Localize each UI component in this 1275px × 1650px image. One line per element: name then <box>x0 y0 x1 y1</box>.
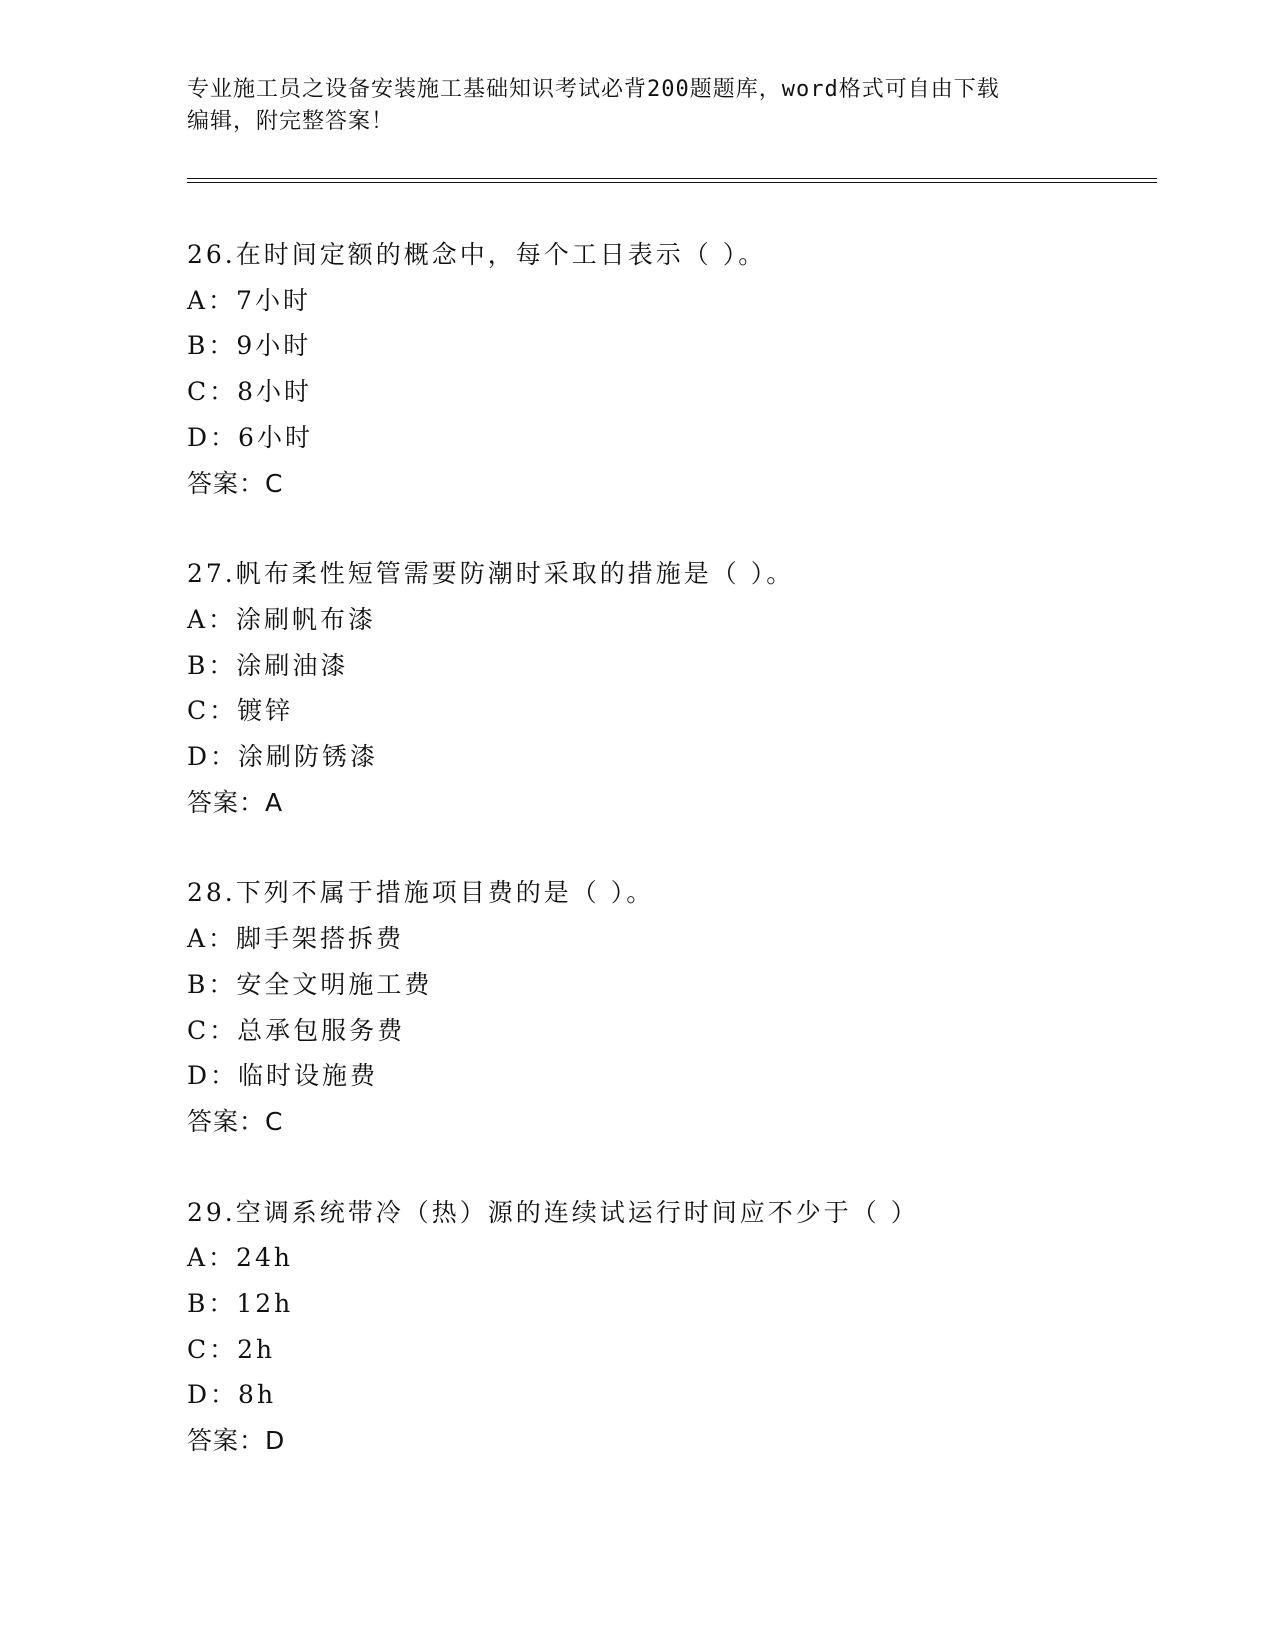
option-c: C：镀锌 <box>187 696 294 726</box>
question-27 <box>187 551 1147 825</box>
question-stem: 27.帆布柔性短管需要防潮时采取的措施是（ ）。 <box>187 559 795 589</box>
option-c: C：2h <box>187 1334 276 1364</box>
option-c: C：总承包服务费 <box>187 1015 406 1045</box>
question-stem: 28.下列不属于措施项目费的是（ ）。 <box>187 878 655 908</box>
document-header <box>187 74 1087 138</box>
header-title-line-2: 编辑，附完整答案！ <box>187 109 395 134</box>
option-d: D：6小时 <box>187 422 313 452</box>
option-b: B：9小时 <box>187 331 312 361</box>
answer: 答案：A <box>187 787 284 817</box>
header-title-line-1: 专业施工员之设备安装施工基础知识考试必背200题题库，word格式可自由下载 <box>187 77 1000 102</box>
option-b: B：12h <box>187 1289 294 1319</box>
question-stem: 26.在时间定额的概念中，每个工日表示（ ）。 <box>187 240 767 269</box>
answer: 答案：C <box>187 1106 284 1136</box>
question-stem: 29.空调系统带冷（热）源的连续试运行时间应不少于（ ） <box>187 1197 919 1227</box>
header-double-rule <box>187 178 1157 183</box>
option-b: B：涂刷油漆 <box>187 650 349 680</box>
option-d: D：涂刷防锈漆 <box>187 742 379 772</box>
option-a: A：7小时 <box>187 285 311 315</box>
answer: 答案：C <box>187 468 284 498</box>
question-28 <box>187 870 1147 1144</box>
option-d: D：临时设施费 <box>187 1061 379 1091</box>
option-b: B：安全文明施工费 <box>187 969 433 999</box>
question-list <box>187 232 1147 1509</box>
question-29 <box>187 1190 1147 1464</box>
option-a: A：脚手架搭拆费 <box>187 924 405 954</box>
option-a: A：涂刷帆布漆 <box>187 604 377 634</box>
option-d: D：8h <box>187 1380 277 1410</box>
answer: 答案：D <box>187 1426 286 1456</box>
option-a: A：24h <box>187 1243 293 1273</box>
option-c: C：8小时 <box>187 377 313 407</box>
question-26 <box>187 232 1147 506</box>
